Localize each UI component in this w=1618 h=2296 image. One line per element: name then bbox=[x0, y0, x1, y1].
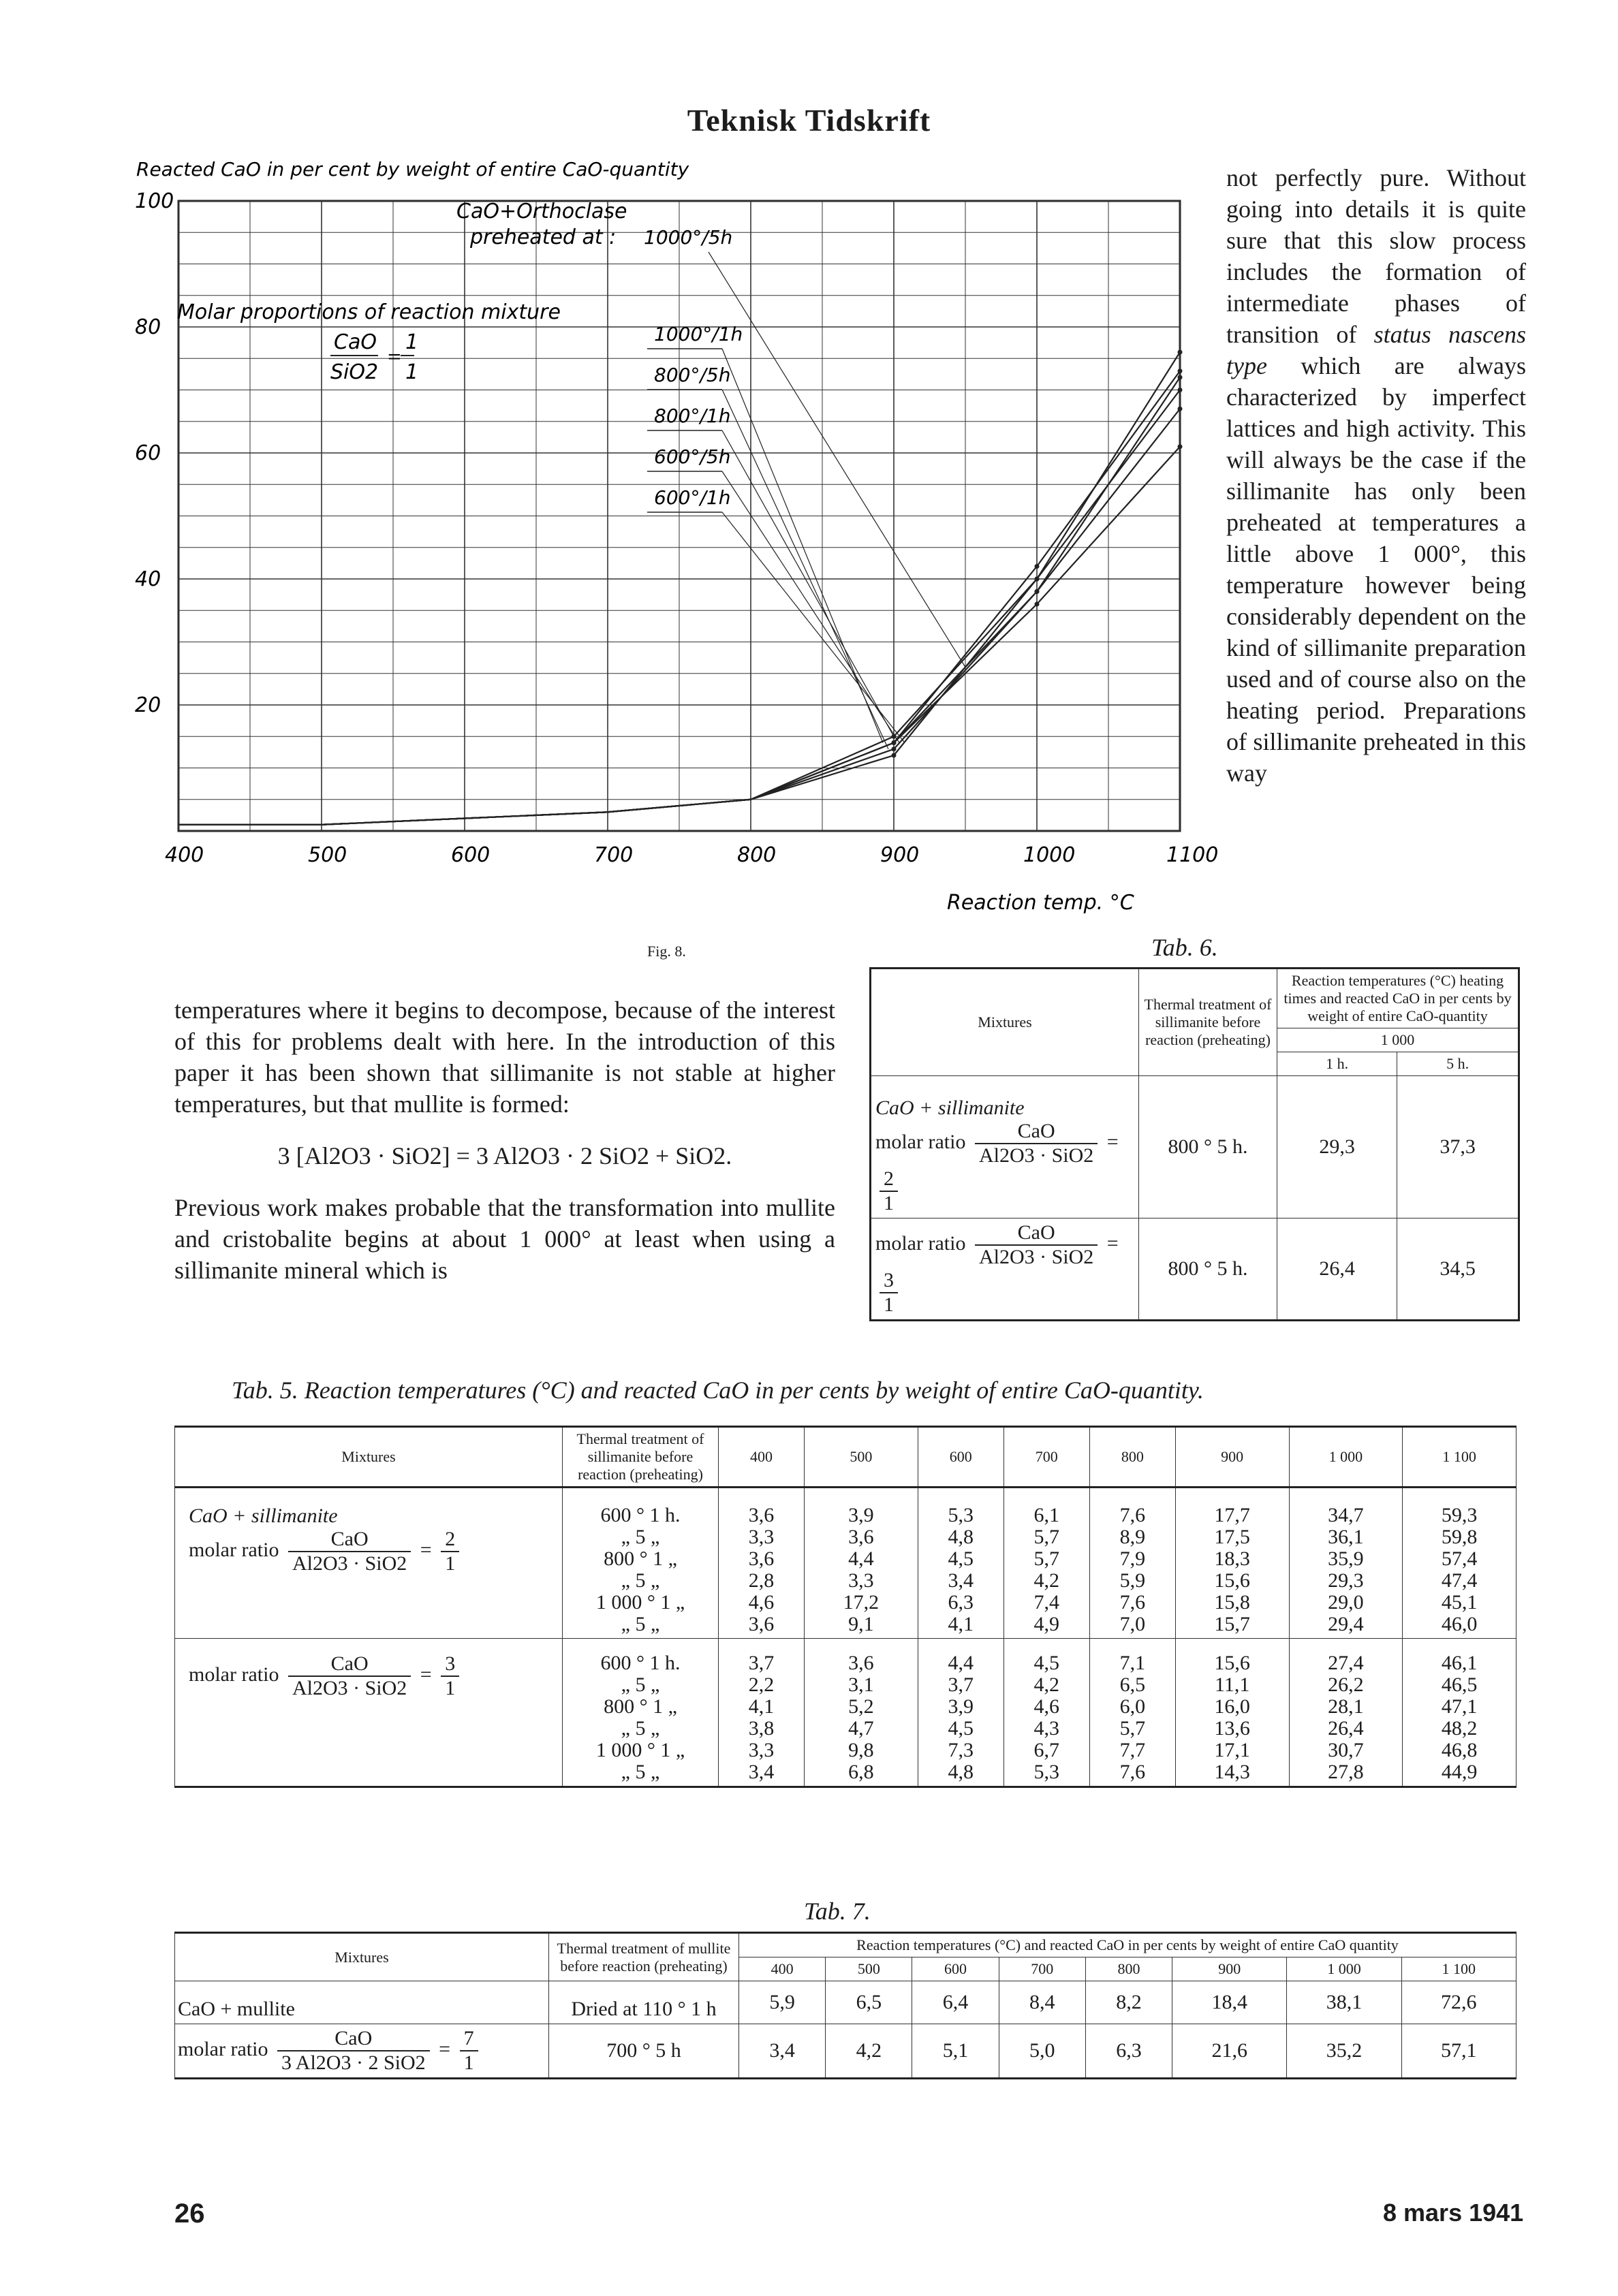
tab6-col-1h: 1 h. bbox=[1277, 1052, 1397, 1076]
leader-line bbox=[722, 390, 888, 749]
tab6-row1-5h: 37,3 bbox=[1397, 1076, 1519, 1218]
tab5-value: 4,5 bbox=[948, 1547, 974, 1570]
x-tick-label: 500 bbox=[308, 843, 347, 867]
tab5-ratio-label: molar ratio bbox=[189, 1538, 279, 1561]
equation: 3 [Al2O3 · SiO2] = 3 Al2O3 · 2 SiO2 + SiO2. bbox=[277, 1142, 732, 1169]
table-6 bbox=[869, 967, 1520, 1321]
tab5-treatment-cell bbox=[563, 1639, 719, 1787]
tab5-value: 4,4 bbox=[948, 1652, 974, 1674]
tab5-value: 7,3 bbox=[948, 1739, 974, 1761]
tab5-treatment: 800 ° 1 „ bbox=[604, 1547, 677, 1570]
tab5-value: 5,7 bbox=[1033, 1547, 1060, 1570]
tab5-temp-4: 800 bbox=[1089, 1427, 1175, 1488]
y-tick-label: 80 bbox=[135, 315, 161, 339]
annotation-ratio-den: SiO2 bbox=[330, 360, 379, 384]
leader-line bbox=[722, 430, 894, 736]
data-point bbox=[892, 746, 897, 751]
tab5-value: 5,3 bbox=[1033, 1761, 1060, 1783]
tab5-value: 45,1 bbox=[1441, 1591, 1478, 1614]
tab6-row1-label: molar ratio bbox=[875, 1130, 966, 1153]
y-tick-label: 100 bbox=[135, 189, 174, 213]
tab5-value: 3,1 bbox=[848, 1673, 874, 1696]
tab7-cell: 6,5 bbox=[826, 1981, 912, 2024]
tab7-cell: 8,2 bbox=[1085, 1981, 1172, 2024]
curve-label: 800°/1h bbox=[654, 405, 731, 427]
tab7-row-2 bbox=[175, 2024, 1516, 2079]
tab7-temp-4: 800 bbox=[1085, 1957, 1172, 1981]
issue-date: 8 mars 1941 bbox=[1383, 2199, 1524, 2227]
tab5-value: 17,1 bbox=[1214, 1739, 1250, 1761]
annotation-molar: Molar proportions of reaction mixture bbox=[177, 300, 561, 324]
table-7 bbox=[174, 1932, 1516, 2079]
tab7-temp-5: 900 bbox=[1172, 1957, 1287, 1981]
tab5-value: 3,4 bbox=[748, 1761, 775, 1783]
data-point bbox=[892, 753, 897, 758]
tab5-value-cell bbox=[1175, 1639, 1289, 1787]
tab5-value: 59,3 bbox=[1441, 1504, 1478, 1526]
tab7-row2-thermal: 700 ° 5 h bbox=[549, 2024, 739, 2079]
tab7-row-1 bbox=[175, 1981, 1516, 2024]
tab7-cell: 72,6 bbox=[1401, 1981, 1516, 2024]
tab7-cell: 57,1 bbox=[1401, 2024, 1516, 2079]
tab7-row2-label: molar ratio $\frac{\text{CaO}}{\text{3 Al2O3 · 2 SiO2}}$ = $\frac{7}{1}$ bbox=[175, 2024, 549, 2079]
figure-caption: Fig. 8. bbox=[647, 943, 686, 960]
tab5-value-cell bbox=[1289, 1639, 1403, 1787]
tab5-temp-2: 600 bbox=[918, 1427, 1004, 1488]
tab5-temp-5: 900 bbox=[1175, 1427, 1289, 1488]
tab5-temp-0: 400 bbox=[719, 1427, 805, 1488]
tab5-value: 27,8 bbox=[1328, 1761, 1364, 1783]
tab5-value: 47,1 bbox=[1441, 1695, 1478, 1718]
tab5-treatment: „ 5 „ bbox=[621, 1673, 660, 1696]
tab5-value: 3,6 bbox=[748, 1547, 775, 1570]
tab5-value-cell bbox=[805, 1639, 918, 1787]
x-tick-label: 700 bbox=[594, 843, 634, 867]
tab5-value: 8,9 bbox=[1119, 1526, 1146, 1548]
tab6-caption: Tab. 6. bbox=[1151, 934, 1218, 961]
tab5-value: 3,3 bbox=[748, 1526, 775, 1548]
curve-label: 600°/5h bbox=[654, 445, 731, 468]
tab5-value: 47,4 bbox=[1441, 1569, 1478, 1592]
tab5-value: 59,8 bbox=[1441, 1526, 1478, 1548]
tab5-value: 17,7 bbox=[1214, 1504, 1250, 1526]
tab5-value: 3,3 bbox=[748, 1739, 775, 1761]
tab5-value: 48,2 bbox=[1441, 1717, 1478, 1740]
tab5-ratio-label: molar ratio bbox=[189, 1663, 279, 1686]
x-tick-label: 1100 bbox=[1166, 843, 1219, 867]
chart-ylabel: Reacted CaO in per cent by weight of entire CaO-quantity bbox=[136, 158, 689, 180]
curve-label: 600°/1h bbox=[654, 486, 731, 509]
tab5-value: 27,4 bbox=[1328, 1652, 1364, 1674]
tab6-col-reaction: Reaction temperatures (°C) heating times and reacted CaO in per cents by weight of entire CaO-quantity bbox=[1277, 969, 1519, 1028]
tab5-value-cell bbox=[1403, 1488, 1516, 1639]
tab5-value: 9,8 bbox=[848, 1739, 874, 1761]
tab7-temp-6: 1 000 bbox=[1287, 1957, 1401, 1981]
annotation-preheated: preheated at : bbox=[470, 225, 617, 249]
left-paragraph-1: temperatures where it begins to decompose, because of the interest of this for problems dealt with here. In the introduction of this paper it has been shown that sillimanite is not stable at higher temperatures, but that mullite is formed: bbox=[174, 996, 835, 1118]
reaction-chart bbox=[129, 157, 1219, 933]
annotation-ratio-val-num: 1 bbox=[405, 330, 419, 354]
tab5-treatment: „ 5 „ bbox=[621, 1717, 660, 1740]
right-column-text bbox=[1226, 162, 1526, 789]
tab5-value: 46,0 bbox=[1441, 1613, 1478, 1635]
tab6-row-2: molar ratio $\frac{\text{CaO}}{\text{Al2O3 · SiO2}}$ = $\frac{3}{1}$ bbox=[871, 1218, 1139, 1321]
tab5-value: 7,6 bbox=[1119, 1504, 1146, 1526]
tab7-temp-0: 400 bbox=[739, 1957, 826, 1981]
tab5-value: 2,2 bbox=[748, 1673, 775, 1696]
tab5-value: 4,5 bbox=[1033, 1652, 1060, 1674]
tab5-value: 7,6 bbox=[1119, 1591, 1146, 1614]
figure-8 bbox=[129, 157, 1219, 933]
tab5-value: 17,2 bbox=[843, 1591, 880, 1614]
annotation-cao-orthoclase: CaO+Orthoclase bbox=[456, 200, 627, 223]
left-text-block bbox=[174, 994, 835, 1286]
tab5-treatment: 600 ° 1 h. bbox=[600, 1504, 681, 1526]
tab5-value: 6,1 bbox=[1033, 1504, 1060, 1526]
tab7-cell: 38,1 bbox=[1287, 1981, 1401, 2024]
tab5-value: 29,0 bbox=[1328, 1591, 1364, 1614]
tab5-value: 5,7 bbox=[1033, 1526, 1060, 1548]
x-tick-label: 1000 bbox=[1023, 843, 1076, 867]
tab7-col-reaction: Reaction temperatures (°C) and reacted CaO in per cents by weight of entire CaO quantity bbox=[739, 1933, 1516, 1957]
tab5-temp-1: 500 bbox=[805, 1427, 918, 1488]
tab5-value: 30,7 bbox=[1328, 1739, 1364, 1761]
tab6-row2-fraction: $\frac{\text{CaO}}{\text{Al2O3 · SiO2}}$ bbox=[975, 1221, 1098, 1269]
page-number: 26 bbox=[174, 2199, 205, 2229]
tab5-value: 3,4 bbox=[948, 1569, 974, 1592]
tab6-row1-ratio: $\frac{2}{1}$ bbox=[880, 1167, 898, 1215]
right-text-italic: status nascens type bbox=[1226, 321, 1526, 379]
tab5-value: 36,1 bbox=[1328, 1526, 1364, 1548]
tab7-temp-2: 600 bbox=[912, 1957, 999, 1981]
tab5-value: 46,8 bbox=[1441, 1739, 1478, 1761]
tab5-value: 5,7 bbox=[1119, 1717, 1146, 1740]
data-point bbox=[1178, 388, 1183, 392]
tab5-value: 6,0 bbox=[1119, 1695, 1146, 1718]
tab5-value: 3,7 bbox=[948, 1673, 974, 1696]
tab5-group-row bbox=[175, 1639, 1516, 1787]
tab6-row2-1h: 26,4 bbox=[1277, 1218, 1397, 1321]
data-point bbox=[892, 740, 897, 745]
tab5-group-row bbox=[175, 1488, 1516, 1639]
tab5-value: 4,6 bbox=[1033, 1695, 1060, 1718]
tab5-value: 7,4 bbox=[1033, 1591, 1060, 1614]
tab5-value: 4,1 bbox=[948, 1613, 974, 1635]
tab5-value-cell bbox=[1004, 1639, 1089, 1787]
tab7-cell: 6,4 bbox=[912, 1981, 999, 2024]
tab5-value: 13,6 bbox=[1214, 1717, 1250, 1740]
tab5-value: 3,6 bbox=[848, 1652, 874, 1674]
tab5-value-cell bbox=[918, 1639, 1004, 1787]
tab5-temp-7: 1 100 bbox=[1403, 1427, 1516, 1488]
tab5-value: 26,2 bbox=[1328, 1673, 1364, 1696]
tab5-value-cell bbox=[719, 1488, 805, 1639]
right-text-1: not perfectly pure. Without going into details it is quite sure that this slow process includes the formation of intermediate phases of transition of bbox=[1226, 164, 1526, 348]
curve-label: 1000°/1h bbox=[654, 323, 743, 345]
tab6-row1-1h: 29,3 bbox=[1277, 1076, 1397, 1218]
tab5-treatment: „ 5 „ bbox=[621, 1761, 660, 1783]
tab5-value: 3,3 bbox=[848, 1569, 874, 1592]
x-tick-label: 600 bbox=[451, 843, 491, 867]
data-point bbox=[1178, 375, 1183, 380]
tab5-value-cell bbox=[719, 1639, 805, 1787]
tab5-value: 18,3 bbox=[1214, 1547, 1250, 1570]
leader-line bbox=[709, 252, 965, 667]
chart-ticks bbox=[135, 189, 1218, 867]
tab6-col-mixtures: Mixtures bbox=[871, 969, 1139, 1076]
tab5-mixture-cell: CaO + sillimanite molar ratio $\frac{\text{CaO}}{\text{Al2O3 · SiO2}}$ = $\frac{2}{1}$ bbox=[175, 1488, 563, 1639]
tab5-value: 26,4 bbox=[1328, 1717, 1364, 1740]
tab5-value: 46,1 bbox=[1441, 1652, 1478, 1674]
tab5-value: 14,3 bbox=[1214, 1761, 1250, 1783]
tab5-value: 34,7 bbox=[1328, 1504, 1364, 1526]
tab7-cell: 21,6 bbox=[1172, 2024, 1287, 2079]
tab5-treatment: „ 5 „ bbox=[621, 1526, 660, 1548]
tab5-value-cell bbox=[918, 1488, 1004, 1639]
tab5-value: 2,8 bbox=[748, 1569, 775, 1592]
tab5-value: 3,9 bbox=[848, 1504, 874, 1526]
tab5-mixture-cell: molar ratio $\frac{\text{CaO}}{\text{Al2O3 · SiO2}}$ = $\frac{3}{1}$ bbox=[175, 1639, 563, 1787]
chart-xlabel: Reaction temp. °C bbox=[947, 891, 1134, 915]
tab7-col-thermal: Thermal treatment of mullite before reaction (preheating) bbox=[549, 1933, 739, 1981]
tab5-caption: Tab. 5. Reaction temperatures (°C) and reacted CaO in per cents by weight of entire CaO-quantity. bbox=[232, 1377, 1204, 1404]
data-point bbox=[1178, 444, 1183, 449]
tab5-value: 7,0 bbox=[1119, 1613, 1146, 1635]
tab6-row2-ratio: $\frac{3}{1}$ bbox=[880, 1269, 898, 1317]
tab6-col-thermal: Thermal treatment of sillimanite before reaction (preheating) bbox=[1139, 969, 1277, 1076]
tab6-group-label: CaO + sillimanite bbox=[875, 1097, 1025, 1119]
tab7-cell: 5,9 bbox=[739, 1981, 826, 2024]
tab5-value: 6,8 bbox=[848, 1761, 874, 1783]
x-tick-label: 400 bbox=[165, 843, 204, 867]
tab5-value: 17,5 bbox=[1214, 1526, 1250, 1548]
tab5-value: 9,1 bbox=[848, 1613, 874, 1635]
tab5-value: 5,3 bbox=[948, 1504, 974, 1526]
tab6-row-1: CaO + sillimanite molar ratio $\frac{\text{CaO}}{\text{Al2O3 · SiO2}}$ = $\frac{2}{1}$ bbox=[871, 1076, 1139, 1218]
tab7-row1-label: CaO + mullite bbox=[175, 1981, 549, 2024]
tab5-value: 4,3 bbox=[1033, 1717, 1060, 1740]
tab5-value: 3,7 bbox=[748, 1652, 775, 1674]
tab5-value: 7,9 bbox=[1119, 1547, 1146, 1570]
tab5-temp-6: 1 000 bbox=[1289, 1427, 1403, 1488]
tab5-value: 3,6 bbox=[848, 1526, 874, 1548]
tab5-value: 6,3 bbox=[948, 1591, 974, 1614]
data-point bbox=[1035, 589, 1040, 594]
tab5-value: 35,9 bbox=[1328, 1547, 1364, 1570]
tab5-col-thermal: Thermal treatment of sillimanite before reaction (preheating) bbox=[563, 1427, 719, 1488]
tab6-col-5h: 5 h. bbox=[1397, 1052, 1519, 1076]
tab5-value: 16,0 bbox=[1214, 1695, 1250, 1718]
tab5-value: 4,2 bbox=[1033, 1673, 1060, 1696]
tab7-col-mixtures: Mixtures bbox=[175, 1933, 549, 1981]
tab5-treatment-cell bbox=[563, 1488, 719, 1639]
tab5-value: 4,6 bbox=[748, 1591, 775, 1614]
tab5-value: 15,7 bbox=[1214, 1613, 1250, 1635]
leader-line bbox=[722, 349, 883, 743]
tab7-temp-1: 500 bbox=[826, 1957, 912, 1981]
tab5-value: 4,9 bbox=[1033, 1613, 1060, 1635]
tab5-value: 4,2 bbox=[1033, 1569, 1060, 1592]
tab6-row2-5h: 34,5 bbox=[1397, 1218, 1519, 1321]
curve-label: 800°/5h bbox=[654, 364, 731, 386]
tab5-treatment: 1 000 ° 1 „ bbox=[595, 1591, 685, 1614]
tab7-cell: 18,4 bbox=[1172, 1981, 1287, 2024]
left-paragraph-2: Previous work makes probable that the transformation into mullite and cristobalite begins at about 1 000° at least when using a sillimanite mineral which is bbox=[174, 1194, 835, 1284]
tab5-value: 15,8 bbox=[1214, 1591, 1250, 1614]
data-point bbox=[1178, 368, 1183, 373]
tab5-value: 7,6 bbox=[1119, 1761, 1146, 1783]
tab5-value: 29,3 bbox=[1328, 1569, 1364, 1592]
tab6-col-temp: 1 000 bbox=[1277, 1028, 1519, 1052]
tab5-value: 4,1 bbox=[748, 1695, 775, 1718]
tab7-caption: Tab. 7. bbox=[804, 1898, 871, 1925]
tab7-row1-thermal: Dried at 110 ° 1 h bbox=[549, 1981, 739, 2024]
tab5-value-cell bbox=[1403, 1639, 1516, 1787]
right-text-2: which are always characterized by imperfect lattices and high activity. This will always be the case if the sillimanite has only been preheated at temperatures a little above 1 000°, this temperature however being considerably dependent on the kind of sillimanite preparation used and of course also on the heating period. Preparations of sillimanite preheated in this way bbox=[1226, 352, 1527, 787]
tab6-row1-fraction: $\frac{\text{CaO}}{\text{Al2O3 · SiO2}}$ bbox=[975, 1120, 1098, 1167]
tab5-treatment: 1 000 ° 1 „ bbox=[595, 1739, 685, 1761]
y-tick-label: 20 bbox=[135, 693, 161, 717]
tab5-treatment: 600 ° 1 h. bbox=[600, 1652, 681, 1674]
tab5-value-cell bbox=[1004, 1488, 1089, 1639]
tab5-value: 11,1 bbox=[1214, 1673, 1250, 1696]
tab5-treatment: „ 5 „ bbox=[621, 1569, 660, 1592]
tab5-value: 4,8 bbox=[948, 1526, 974, 1548]
tab5-value: 29,4 bbox=[1328, 1613, 1364, 1635]
tab5-value: 3,9 bbox=[948, 1695, 974, 1718]
y-tick-label: 40 bbox=[135, 567, 161, 591]
tab5-treatment: 800 ° 1 „ bbox=[604, 1695, 677, 1718]
tab5-value: 7,1 bbox=[1119, 1652, 1146, 1674]
chart-grid bbox=[178, 201, 1180, 831]
tab5-value: 3,8 bbox=[748, 1717, 775, 1740]
table-5 bbox=[174, 1426, 1516, 1788]
tab5-value-cell bbox=[1175, 1488, 1289, 1639]
tab5-value: 4,8 bbox=[948, 1761, 974, 1783]
data-point bbox=[1035, 602, 1040, 607]
data-point bbox=[1035, 577, 1040, 582]
svg-text:=: = bbox=[387, 347, 402, 367]
tab5-value: 3,6 bbox=[748, 1504, 775, 1526]
tab5-value: 57,4 bbox=[1441, 1547, 1478, 1570]
tab5-value: 7,7 bbox=[1119, 1739, 1146, 1761]
tab6-row2-label: molar ratio bbox=[875, 1231, 966, 1255]
tab7-cell: 5,0 bbox=[999, 2024, 1085, 2079]
y-tick-label: 60 bbox=[135, 441, 161, 465]
tab5-value-cell bbox=[1289, 1488, 1403, 1639]
tab7-cell: 35,2 bbox=[1287, 2024, 1401, 2079]
journal-title: Teknisk Tidskrift bbox=[687, 103, 931, 138]
tab5-col-mixtures: Mixtures bbox=[175, 1427, 563, 1488]
annotation-ratio-num: CaO bbox=[334, 330, 377, 354]
tab5-treatment: „ 5 „ bbox=[621, 1613, 660, 1635]
tab5-value: 5,2 bbox=[848, 1695, 874, 1718]
annotation-ratio-val-den: 1 bbox=[405, 360, 419, 384]
leader-line bbox=[722, 512, 905, 743]
tab6-row1-thermal: 800 ° 5 h. bbox=[1139, 1076, 1277, 1218]
data-point bbox=[1178, 407, 1183, 411]
data-point bbox=[1035, 564, 1040, 569]
x-tick-label: 800 bbox=[737, 843, 777, 867]
tab5-group-label: CaO + sillimanite bbox=[189, 1505, 338, 1527]
tab7-cell: 3,4 bbox=[739, 2024, 826, 2079]
tab5-value: 44,9 bbox=[1441, 1761, 1478, 1783]
tab7-temp-3: 700 bbox=[999, 1957, 1085, 1981]
tab7-cell: 8,4 bbox=[999, 1981, 1085, 2024]
tab5-value-cell bbox=[805, 1488, 918, 1639]
tab5-value: 15,6 bbox=[1214, 1569, 1250, 1592]
data-point bbox=[1178, 350, 1183, 355]
tab5-value: 3,6 bbox=[748, 1613, 775, 1635]
x-tick-label: 900 bbox=[880, 843, 920, 867]
annotation-1000-5h: 1000°/5h bbox=[644, 226, 733, 249]
tab7-cell: 4,2 bbox=[826, 2024, 912, 2079]
tab7-cell: 5,1 bbox=[912, 2024, 999, 2079]
tab5-value: 6,5 bbox=[1119, 1673, 1146, 1696]
tab5-value: 4,4 bbox=[848, 1547, 874, 1570]
tab5-value: 15,6 bbox=[1214, 1652, 1250, 1674]
tab5-value: 4,5 bbox=[948, 1717, 974, 1740]
tab5-value: 5,9 bbox=[1119, 1569, 1146, 1592]
tab5-value-cell bbox=[1089, 1488, 1175, 1639]
tab5-value: 28,1 bbox=[1328, 1695, 1364, 1718]
tab7-temp-7: 1 100 bbox=[1401, 1957, 1516, 1981]
tab5-value: 46,5 bbox=[1441, 1673, 1478, 1696]
tab5-value: 6,7 bbox=[1033, 1739, 1060, 1761]
tab5-value: 4,7 bbox=[848, 1717, 874, 1740]
tab5-temp-3: 700 bbox=[1004, 1427, 1089, 1488]
tab6-row2-thermal: 800 ° 5 h. bbox=[1139, 1218, 1277, 1321]
tab7-cell: 6,3 bbox=[1085, 2024, 1172, 2079]
tab5-value-cell bbox=[1089, 1639, 1175, 1787]
